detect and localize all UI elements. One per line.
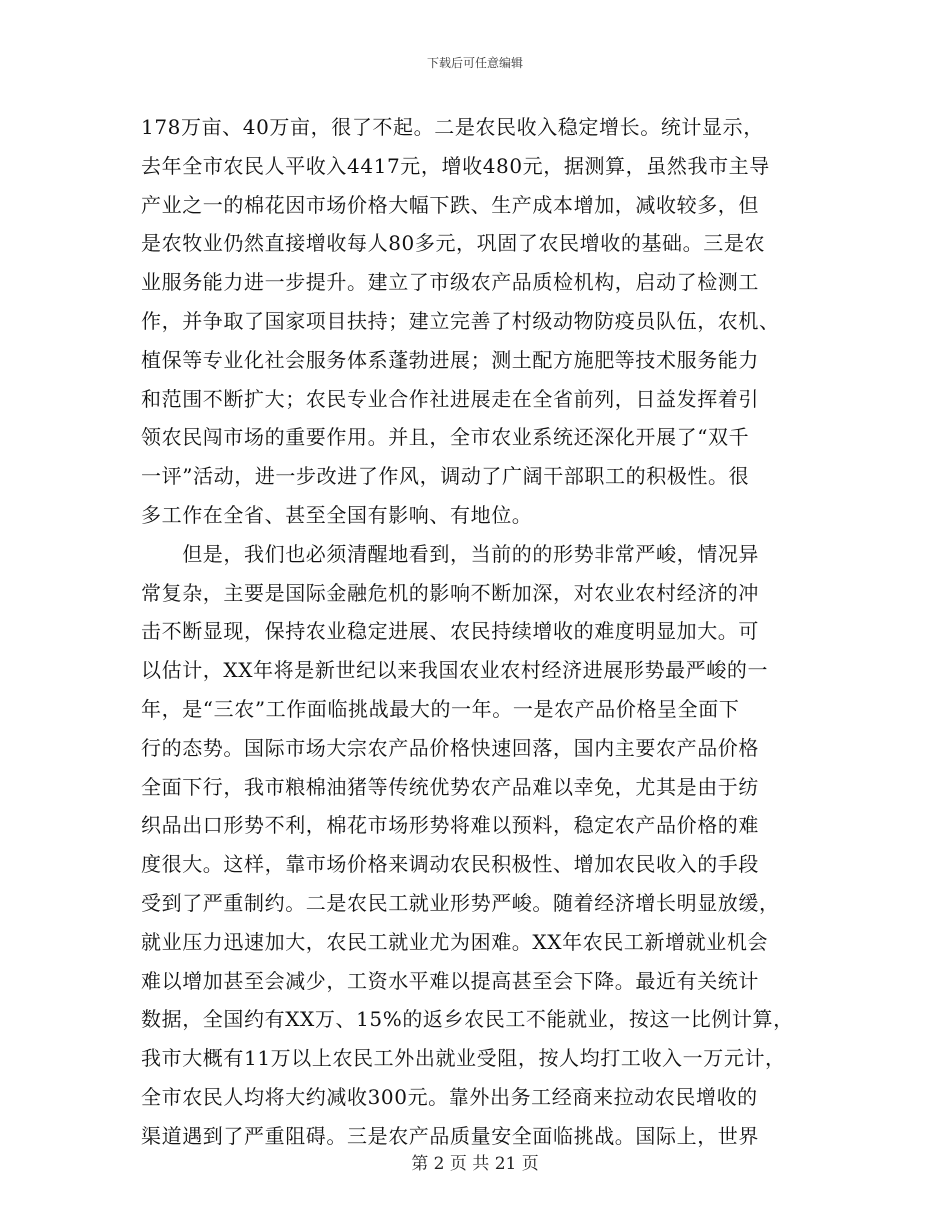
- text-line: 多工作在全省、甚至全国有影响、有地位。: [141, 502, 533, 527]
- text-line: 我市大概有11万以上农民工外出就业受阻，按人均打工收入一万元计，: [141, 1046, 786, 1071]
- page-footer: 第 2 页 共 21 页: [411, 1154, 539, 1174]
- text-line: 产业之一的棉花因市场价格大幅下跌、生产成本增加，减收较多，但: [141, 192, 759, 217]
- text-line: 业服务能力进一步提升。建立了市级农产品质检机构，启动了检测工: [141, 270, 759, 295]
- text-line: 植保等专业化社会服务体系蓬勃进展；测土配方施肥等技术服务能力: [141, 347, 759, 372]
- document-body: [141, 108, 821, 1156]
- text-line: 去年全市农民人平收入4417元，增收480元，据测算，虽然我市主导: [141, 153, 770, 178]
- text-line: 度很大。这样，靠市场价格来调动农民积极性、增加农民收入的手段: [141, 852, 759, 877]
- text-line: 作，并争取了国家项目扶持；建立完善了村级动物防疫员队伍，农机、: [141, 308, 780, 333]
- text-line: 击不断显现，保持农业稳定进展、农民持续增收的难度明显加大。可: [141, 619, 759, 644]
- text-line: 全面下行，我市粮棉油猪等传统优势农产品难以幸免，尤其是由于纺: [141, 774, 759, 799]
- text-line: 但是，我们也必须清醒地看到，当前的的形势非常严峻，情况异: [141, 541, 759, 566]
- text-line: 年，是“三农”工作面临挑战最大的一年。一是农产品价格呈全面下: [141, 696, 740, 721]
- text-line: 178万亩、40万亩，很了不起。二是农民收入稳定增长。统计显示，: [141, 115, 764, 139]
- text-line: 难以增加甚至会减少，工资水平难以提高甚至会下降。最近有关统计: [141, 968, 759, 993]
- text-line: 一评”活动，进一步改进了作风，调动了广阔干部职工的积极性。很: [141, 464, 750, 489]
- text-line: 和范围不断扩大；农民专业合作社进展走在全省前列，日益发挥着引: [141, 386, 759, 411]
- text-line: 领农民闯市场的重要作用。并且，全市农业系统还深化开展了“双千: [141, 425, 750, 450]
- text-line: 受到了严重制约。二是农民工就业形势严峻。随着经济增长明显放缓，: [141, 890, 780, 915]
- text-line: 行的态势。国际市场大宗农产品价格快速回落，国内主要农产品价格: [141, 735, 759, 760]
- text-line: 织品出口形势不利，棉花市场形势将难以预料，稳定农产品价格的难: [141, 813, 759, 838]
- text-line: 数据，全国约有XX万、15%的返乡农民工不能就业，按这一比例计算，: [141, 1007, 794, 1032]
- text-line: 常复杂，主要是国际金融危机的影响不断加深，对农业农村经济的冲: [141, 580, 759, 605]
- text-line: 以估计，XX年将是新世纪以来我国农业农村经济进展形势最严峻的一: [141, 658, 769, 683]
- text-line: 全市农民人均将大约减收300元。靠外出务工经商来拉动农民增收的: [141, 1084, 758, 1109]
- text-line: 就业压力迅速加大，农民工就业尤为困难。XX年农民工新增就业机会: [141, 929, 769, 954]
- text-line: 渠道遇到了严重阻碍。三是农产品质量安全面临挑战。国际上，世界: [141, 1123, 759, 1148]
- text-line: 是农牧业仍然直接增收每人80多元，巩固了农民增收的基础。三是农: [141, 231, 766, 256]
- page-header: 下载后可任意编辑: [426, 56, 523, 70]
